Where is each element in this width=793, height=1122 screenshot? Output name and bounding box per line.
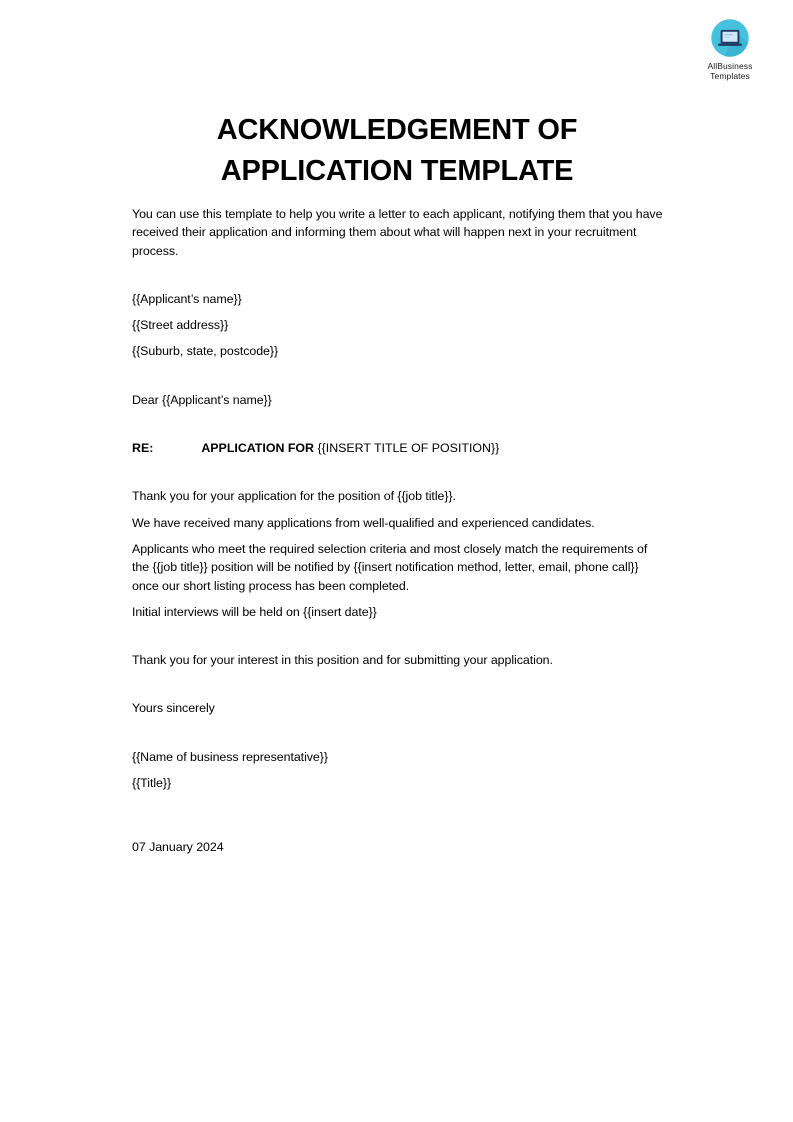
closing-salutation: Yours sincerely: [132, 701, 215, 716]
document-date: 07 January 2024: [132, 840, 224, 855]
spacer: [132, 334, 664, 342]
subject-heading: APPLICATION FOR: [201, 441, 315, 456]
address-line-2: {{Street address}}: [132, 318, 229, 333]
spacer: [132, 260, 664, 290]
brand-logo: [687, 18, 773, 81]
spacer: [132, 532, 664, 540]
spacer: [132, 621, 664, 651]
address-line-1: {{Applicant’s name}}: [132, 291, 242, 306]
body-paragraph-4: Initial interviews will be held on {{insert date}}: [132, 604, 377, 619]
document-body: [132, 205, 664, 857]
spacer: [132, 595, 664, 603]
spacer: [132, 669, 664, 699]
body-paragraph-3: Applicants who meet the required selection criteria and most closely match the requirements of the {{job title}} position will be notified by {{insert notification method, letter, email, phone call}} once our short listing process has been completed.: [132, 541, 648, 593]
intro-paragraph: You can use this template to help you write a letter to each applicant, notifying them that you have received their application and informing them about what will happen next in your recruitment process.: [132, 207, 663, 258]
page-title: [132, 110, 662, 192]
brand-name-line2: Templates: [710, 71, 750, 81]
subject-position-placeholder: {{INSERT TITLE OF POSITION}}: [317, 441, 500, 456]
spacer: [132, 792, 664, 838]
subject-label: RE:: [132, 441, 154, 456]
signature-title: {{Title}}: [132, 776, 172, 791]
brand-name-line1: AllBusiness: [707, 61, 753, 71]
laptop-in-circle-icon: [710, 18, 750, 58]
signature-name: {{Name of business representative}}: [132, 749, 328, 764]
spacer: [132, 409, 664, 439]
spacer: [132, 308, 664, 316]
subject-line: [132, 439, 664, 457]
body-paragraph-2: We have received many applications from well-qualified and experienced candidates.: [132, 515, 595, 530]
salutation: Dear {{Applicant’s name}}: [132, 392, 272, 407]
body-paragraph-1: Thank you for your application for the position of {{job title}}.: [132, 489, 456, 504]
address-line-3: {{Suburb, state, postcode}}: [132, 344, 279, 359]
spacer: [132, 457, 664, 487]
spacer: [132, 506, 664, 514]
spacer: [132, 718, 664, 748]
spacer: [132, 766, 664, 774]
body-paragraph-5: Thank you for your interest in this position and for submitting your application.: [132, 653, 553, 668]
page-title-line1: ACKNOWLEDGEMENT OF: [216, 114, 578, 146]
page-title-line2: APPLICATION TEMPLATE: [220, 155, 574, 187]
spacer: [132, 361, 664, 391]
